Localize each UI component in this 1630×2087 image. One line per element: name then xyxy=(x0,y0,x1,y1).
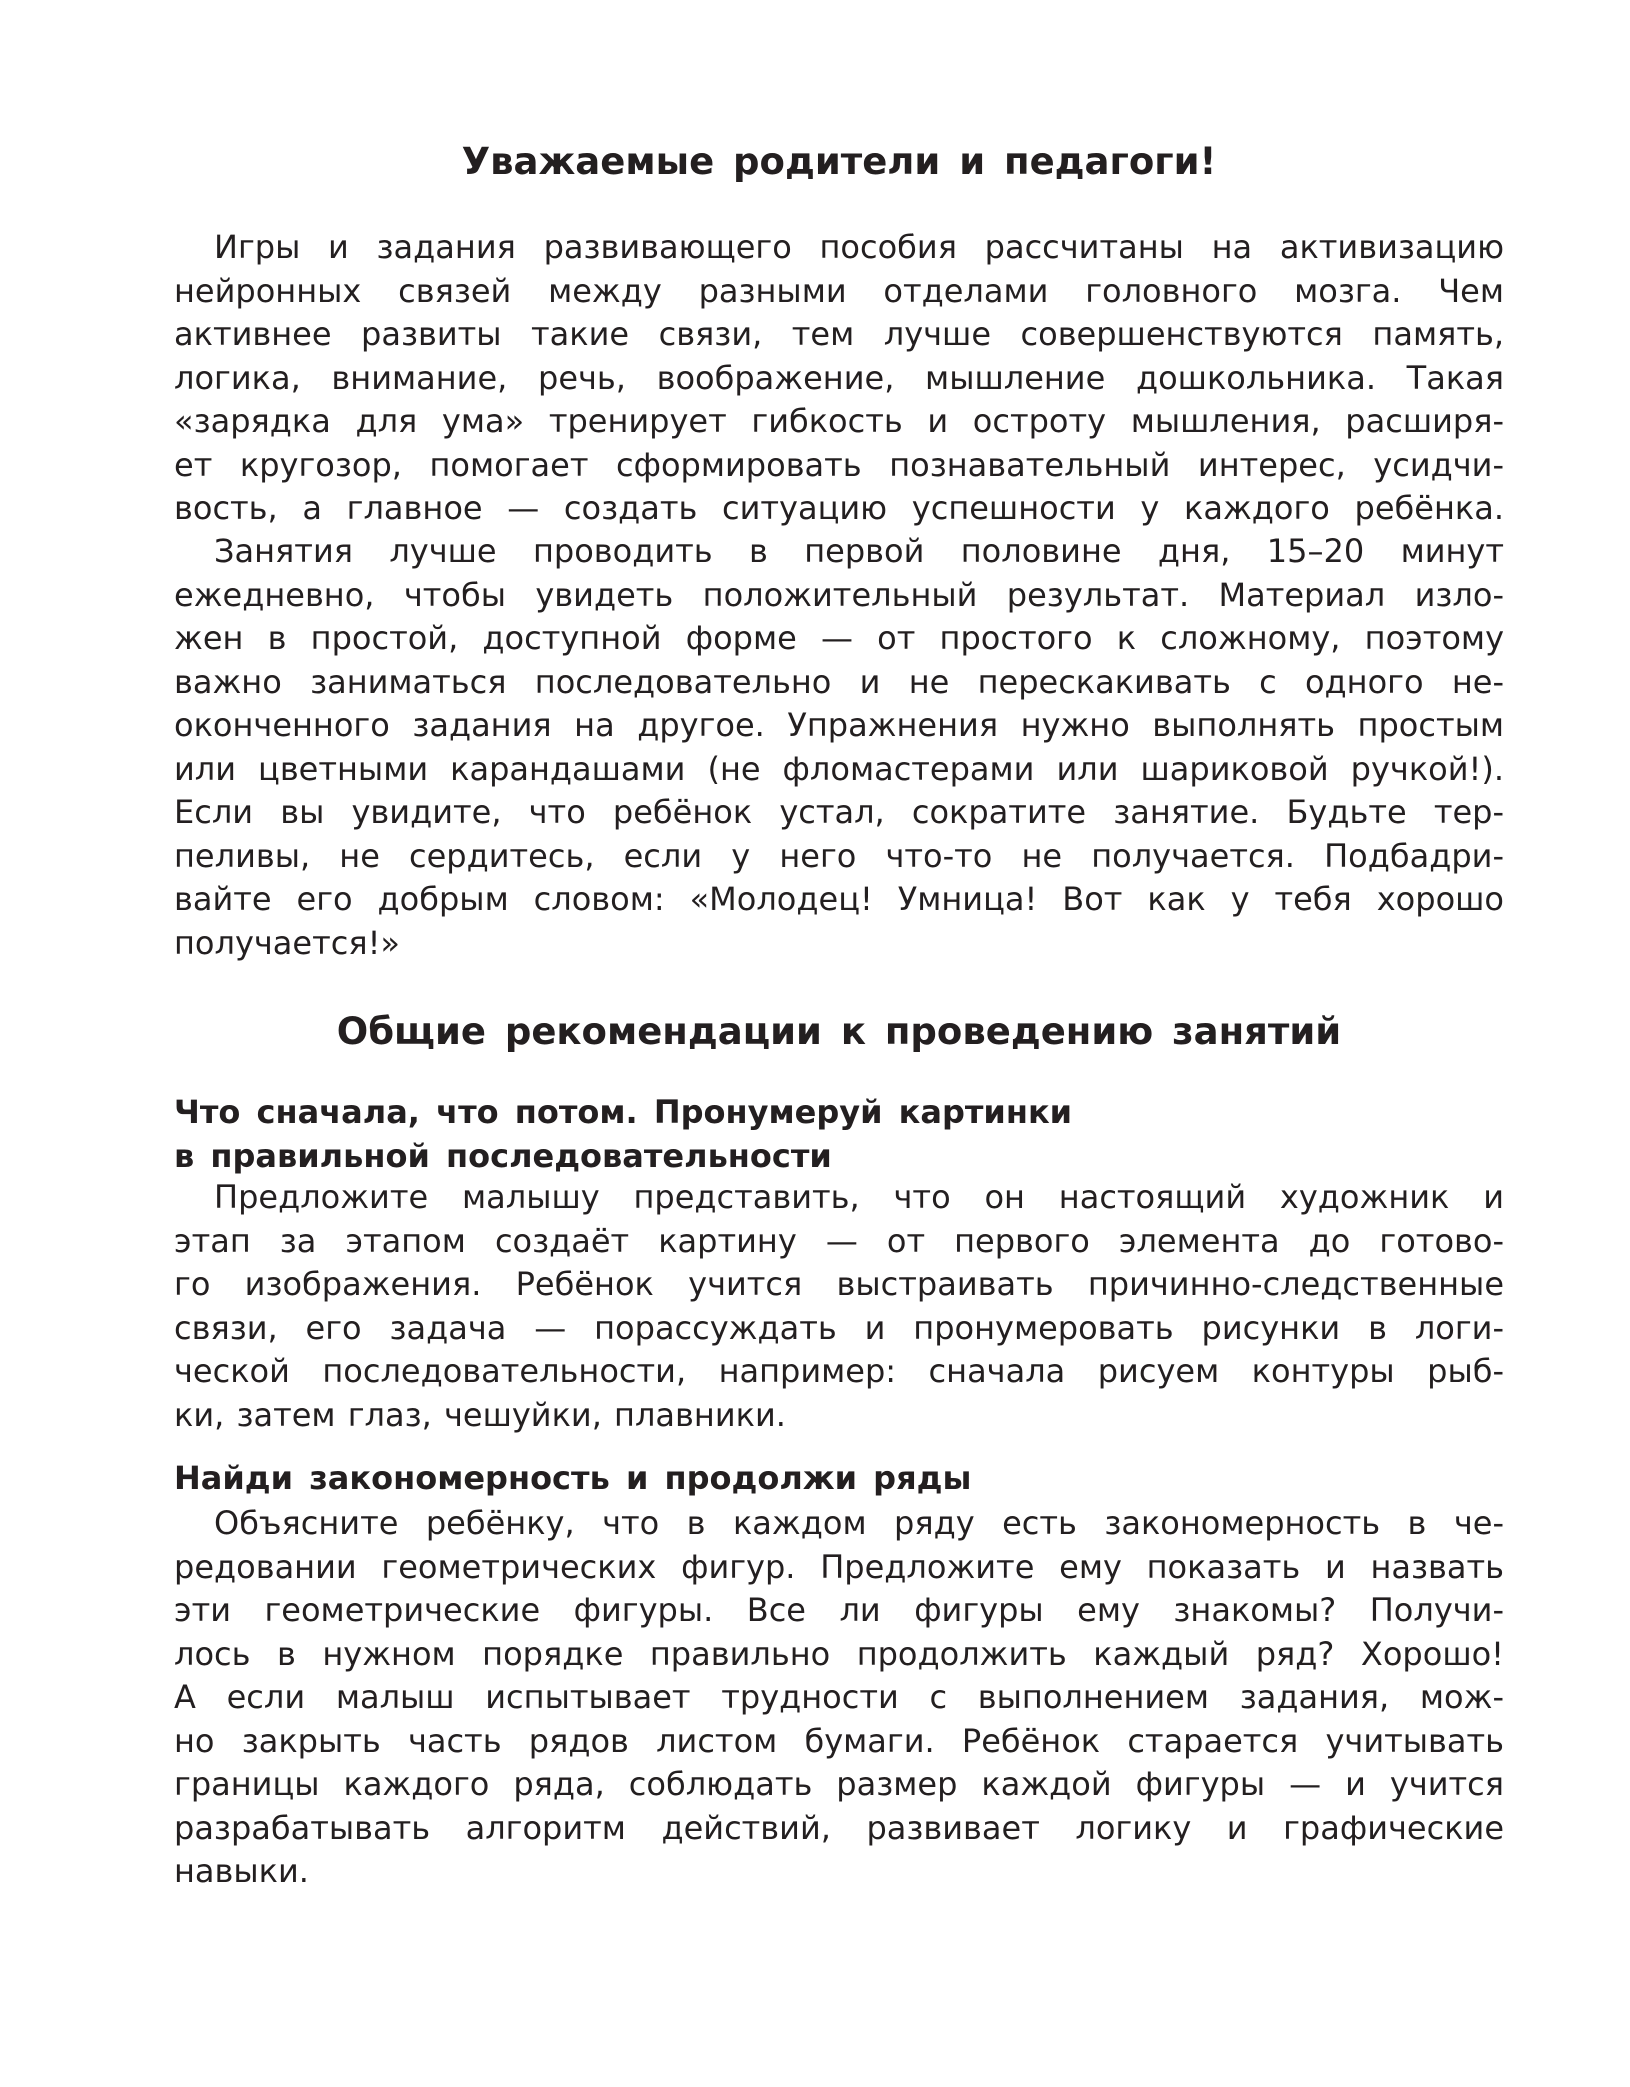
text-line: активнее развиты такие связи, тем лучше совершенствуются память, xyxy=(174,315,1504,353)
text-line: ет кругозор, помогает сформировать познавательный интерес, усидчи- xyxy=(174,445,1504,484)
intro-paragraph-1 xyxy=(174,226,1504,531)
section2-body xyxy=(174,1502,1504,1894)
text-line: или цветными карандашами (не фломастерами или шариковой ручкой!). xyxy=(174,749,1504,788)
text-line: связи, его задача — порассуждать и пронумеровать рисунки в логи- xyxy=(174,1308,1504,1347)
text-line: навыки. xyxy=(174,1852,309,1890)
text-line: нейронных связей между разными отделами головного мозга. Чем xyxy=(174,271,1504,310)
section1-heading-line: Что сначала, что потом. Пронумеруй картинки xyxy=(174,1093,1073,1131)
text-line: разрабатывать алгоритм действий, развивает логику и графические xyxy=(174,1808,1504,1847)
text-line: Занятия лучше проводить в первой половине дня, 15–20 минут xyxy=(214,532,1504,570)
text-line: лось в нужном порядке правильно продолжить каждый ряд? Хорошо! xyxy=(174,1634,1504,1673)
section-title: Общие рекомендации к проведению занятий xyxy=(336,1010,1342,1053)
text-line: го изображения. Ребёнок учится выстраивать причинно-следственные xyxy=(174,1265,1504,1303)
text-line: Объясните ребёнку, что в каждом ряду есть закономерность в че- xyxy=(214,1504,1504,1542)
text-line: «зарядка для ума» тренирует гибкость и остроту мышления, расширя- xyxy=(174,402,1504,440)
text-line: ческой последовательности, например: сначала рисуем контуры рыб- xyxy=(174,1352,1504,1390)
text-line: А если малыш испытывает трудности с выполнением задания, мож- xyxy=(174,1678,1504,1716)
text-line: эти геометрические фигуры. Все ли фигуры ему знакомы? Получи- xyxy=(174,1591,1504,1629)
main-title: Уважаемые родители и педагоги! xyxy=(461,140,1217,183)
text-line: жен в простой, доступной форме — от простого к сложному, поэтому xyxy=(174,619,1504,657)
text-line: оконченного задания на другое. Упражнения нужно выполнять простым xyxy=(174,706,1504,744)
text-line: этап за этапом создаёт картину — от первого элемента до готово- xyxy=(174,1221,1504,1260)
text-line: Игры и задания развивающего пособия рассчитаны на активизацию xyxy=(214,228,1504,266)
section1-heading xyxy=(174,1090,1504,1178)
section2-heading: Найди закономерность и продолжи ряды xyxy=(174,1459,972,1497)
section1-heading-line: в правильной последовательности xyxy=(174,1137,832,1175)
text-line: вайте его добрым словом: «Молодец! Умница! Вот как у тебя хорошо xyxy=(174,880,1504,918)
text-line: границы каждого ряда, соблюдать размер каждой фигуры — и учится xyxy=(174,1765,1504,1803)
intro-paragraph-2 xyxy=(174,530,1504,965)
text-line: получается!» xyxy=(174,923,400,962)
text-line: Предложите малышу представить, что он настоящий художник и xyxy=(214,1178,1504,1216)
section1-body xyxy=(174,1176,1504,1437)
text-line: пеливы, не сердитесь, если у него что-то не получается. Подбадри- xyxy=(174,836,1504,875)
text-line: редовании геометрических фигур. Предложите ему показать и назвать xyxy=(174,1547,1504,1586)
text-line: ежедневно, чтобы увидеть положительный результат. Материал изло- xyxy=(174,575,1504,614)
text-line: важно заниматься последовательно и не перескакивать с одного не- xyxy=(174,662,1504,701)
text-line: логика, внимание, речь, воображение, мышление дошкольника. Такая xyxy=(174,358,1504,397)
text-line: ки, затем глаз, чешуйки, плавники. xyxy=(174,1395,786,1434)
text-line: но закрыть часть рядов листом бумаги. Ребёнок старается учитывать xyxy=(174,1721,1504,1760)
text-line: Если вы увидите, что ребёнок устал, сократите занятие. Будьте тер- xyxy=(174,793,1504,831)
text-line: вость, а главное — создать ситуацию успешности у каждого ребёнка. xyxy=(174,489,1504,527)
